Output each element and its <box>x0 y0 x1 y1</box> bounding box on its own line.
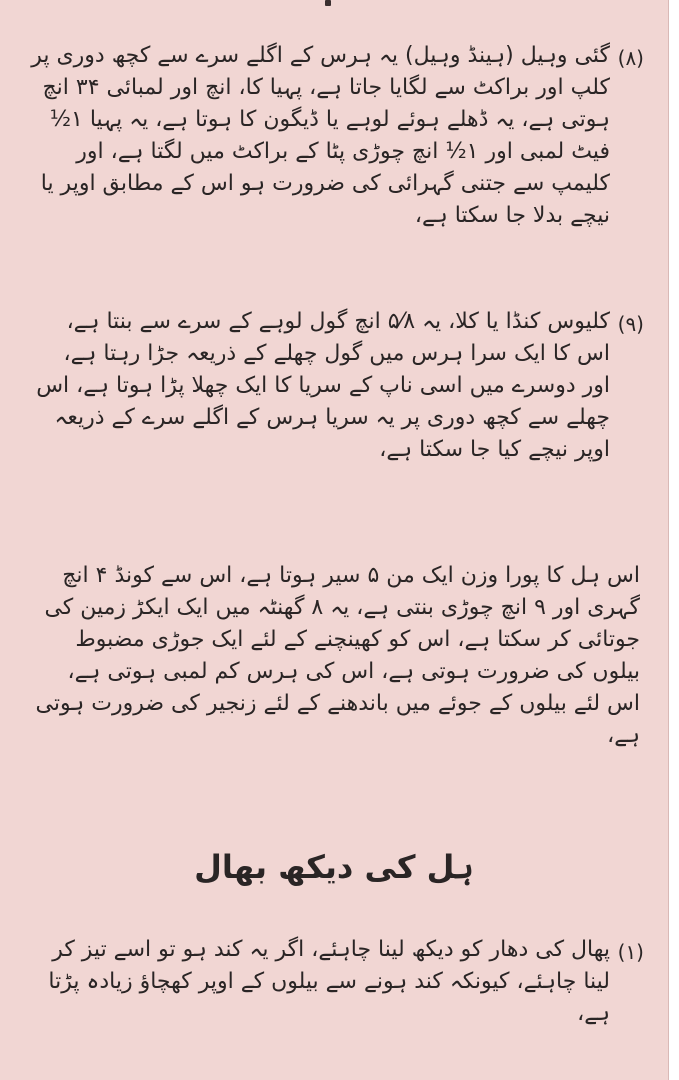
care-number-1: (۱) <box>617 940 644 964</box>
page-top-mark <box>325 0 331 6</box>
paragraph-8: گئی وہیل (ہینڈ وہیل) یہ ہرس کے اگلے سرے سے کچھ دوری پر کلپ اور براکٹ سے لگایا جاتا ہے، پہیا کا، انچ اور لمبائی ۳۴ انچ ہوتی ہے، یہ ڈھلے ہوئے لوہے یا ڈیگون کا ہوتا ہے، یہ پہیا ۱½ فیٹ لمبی اور ۱½ انچ چوڑی پٹا کے براکٹ میں لگتا ہے، اور کلیمپ سے جتنی گہرائی کی ضرورت ہو اس کے مطابق اوپر یا نیچے بدلا جا سکتا ہے، <box>31 43 610 228</box>
paragraph-number-9: (۹) <box>617 312 644 336</box>
paragraph-number-8: (۸) <box>617 46 644 70</box>
care-paragraph-1: پھال کی دھار کو دیکھ لینا چاہئے، اگر یہ کند ہو تو اسے تیز کر لینا چاہئے، کیونکہ کند ہونے سے بیلوں کے اوپر کھچاؤ زیادہ پڑتا ہے، <box>48 937 610 1026</box>
section-heading: ہل کی دیکھ بھال <box>194 848 474 886</box>
paragraph-plough-weight: اس ہل کا پورا وزن ایک من ۵ سیر ہوتا ہے، اس سے کونڈ ۴ انچ گہری اور ۹ انچ چوڑی بنتی ہے، یہ ۸ گھنٹہ میں ایک ایکڑ زمین کی جوتائی کر سکتا ہے، اس کو کھینچنے کے لئے ایک جوڑی مضبوط بیلوں کی ضرورت ہوتی ہے، اس کی ہرس کم لمبی ہوتی ہے، اس لئے بیلوں کے جوئے میں باندھنے کے لئے زنجیر کی ضرورت ہوتی ہے، <box>35 563 640 748</box>
paragraph-9: کلیوس کنڈا یا کلا، یہ ۵⁄۸ انچ گول لوہے کے سرے سے بنتا ہے، اس کا ایک سرا ہرس میں گول چھلے کے ذریعہ جڑا رہتا ہے، اور دوسرے میں اسی ناپ کے سریا کا ایک چھلا پڑا ہوتا ہے، اس چھلے سے کچھ دوری پر یہ سریا ہرس کے اگلے سرے کے ذریعہ اوپر نیچے کیا جا سکتا ہے، <box>36 309 610 462</box>
